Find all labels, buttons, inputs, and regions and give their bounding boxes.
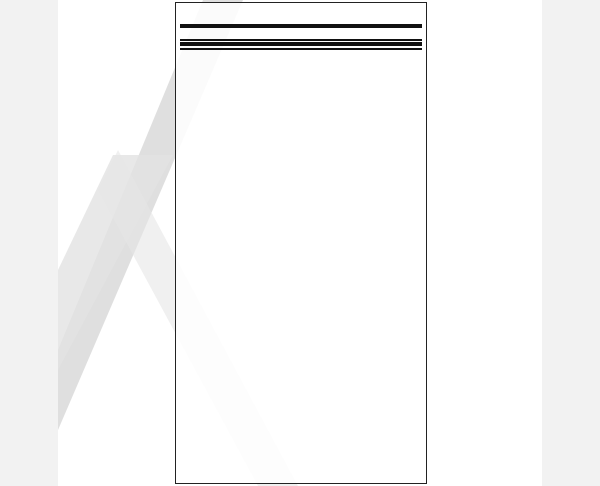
footer-rule [180, 42, 422, 46]
header-dv [386, 28, 422, 39]
ingredients-rule [180, 48, 422, 50]
label-title [180, 4, 422, 23]
right-side-bar [542, 0, 600, 486]
table-header [180, 28, 422, 39]
header-amount [306, 28, 386, 39]
supplement-facts-panel [175, 2, 427, 484]
left-side-bar [0, 0, 58, 486]
header-rule [180, 39, 422, 41]
